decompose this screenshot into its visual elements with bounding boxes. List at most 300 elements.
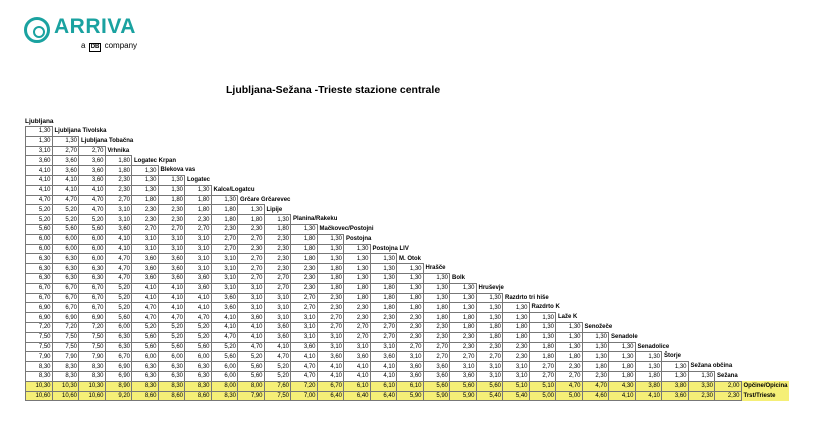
fare-cell: 5,20 bbox=[79, 215, 106, 225]
fare-cell: 1,30 bbox=[344, 264, 371, 274]
station-label: Sežana bbox=[717, 373, 738, 380]
fare-cell: 1,30 bbox=[344, 244, 371, 254]
fare-cell: 2,70 bbox=[344, 332, 371, 342]
fare-cell: 1,80 bbox=[609, 371, 636, 381]
fare-cell: 2,70 bbox=[476, 352, 503, 362]
fare-row bbox=[26, 166, 789, 176]
fare-cell: 2,30 bbox=[476, 342, 503, 352]
fare-cell: 1,30 bbox=[635, 362, 662, 372]
fare-cell: 6,30 bbox=[185, 362, 212, 372]
fare-cell: 8,30 bbox=[79, 371, 106, 381]
fare-cell: 6,00 bbox=[211, 371, 238, 381]
fare-cell: 3,10 bbox=[211, 264, 238, 274]
fare-row bbox=[26, 362, 789, 372]
station-label: Logatec bbox=[187, 177, 211, 184]
fare-cell: 3,60 bbox=[211, 303, 238, 313]
fare-cell: 8,90 bbox=[105, 381, 132, 391]
station-label: Senadolice bbox=[637, 343, 670, 350]
fare-cell: 3,10 bbox=[132, 244, 159, 254]
fare-cell: 3,10 bbox=[185, 234, 212, 244]
fare-cell: 5,20 bbox=[185, 332, 212, 342]
fare-cell: 7,20 bbox=[26, 322, 53, 332]
fare-cell: 7,00 bbox=[291, 391, 318, 401]
fare-cell: 1,80 bbox=[132, 195, 159, 205]
fare-cell: 3,80 bbox=[662, 381, 689, 391]
fare-cell: 1,30 bbox=[158, 175, 185, 185]
fare-cell: 1,80 bbox=[344, 293, 371, 303]
fare-cell: 1,30 bbox=[635, 352, 662, 362]
fare-cell: 2,30 bbox=[158, 215, 185, 225]
fare-cell: 5,00 bbox=[529, 391, 556, 401]
fare-cell: 3,10 bbox=[211, 254, 238, 264]
fare-cell: 1,30 bbox=[423, 283, 450, 293]
fare-cell: 4,10 bbox=[158, 283, 185, 293]
fare-cell: 2,70 bbox=[423, 352, 450, 362]
fare-cell: 4,10 bbox=[26, 175, 53, 185]
fare-cell: 4,10 bbox=[105, 234, 132, 244]
fare-cell: 6,30 bbox=[132, 371, 159, 381]
fare-cell: 7,50 bbox=[26, 332, 53, 342]
fare-cell: 6,00 bbox=[79, 244, 106, 254]
fare-cell: 1,30 bbox=[370, 254, 397, 264]
fare-cell: 4,60 bbox=[582, 391, 609, 401]
fare-cell: 2,30 bbox=[503, 352, 530, 362]
fare-cell: 1,30 bbox=[26, 136, 53, 146]
fare-cell: 3,10 bbox=[105, 205, 132, 215]
fare-cell: 2,30 bbox=[291, 273, 318, 283]
fare-cell: 6,30 bbox=[105, 332, 132, 342]
fare-cell: 4,70 bbox=[79, 205, 106, 215]
fare-cell: 3,60 bbox=[52, 156, 79, 166]
fare-cell: 6,00 bbox=[185, 352, 212, 362]
brand-sub-prefix: a bbox=[81, 41, 86, 50]
fare-cell: 5,20 bbox=[238, 352, 265, 362]
fare-cell: 2,30 bbox=[105, 185, 132, 195]
fare-cell: 3,10 bbox=[291, 332, 318, 342]
fare-cell: 6,30 bbox=[158, 371, 185, 381]
fare-cell: 6,00 bbox=[105, 322, 132, 332]
fare-cell: 3,10 bbox=[238, 283, 265, 293]
fare-cell: 5,20 bbox=[26, 205, 53, 215]
fare-row bbox=[26, 156, 789, 166]
fare-cell: 7,20 bbox=[79, 322, 106, 332]
fare-row bbox=[26, 313, 789, 323]
fare-cell: 6,30 bbox=[185, 371, 212, 381]
fare-row bbox=[26, 146, 789, 156]
fare-cell: 3,10 bbox=[264, 293, 291, 303]
fare-cell: 1,80 bbox=[476, 332, 503, 342]
fare-cell: 1,80 bbox=[423, 313, 450, 323]
fare-cell: 5,60 bbox=[450, 381, 477, 391]
fare-cell: 10,60 bbox=[52, 391, 79, 401]
fare-cell: 2,30 bbox=[317, 293, 344, 303]
fare-cell: 6,30 bbox=[26, 273, 53, 283]
station-label: Kalce/Logatcu bbox=[213, 186, 255, 193]
fare-row bbox=[26, 224, 789, 234]
fare-cell: 1,30 bbox=[529, 332, 556, 342]
fare-cell: 3,10 bbox=[238, 293, 265, 303]
fare-row bbox=[26, 185, 789, 195]
fare-cell: 6,70 bbox=[79, 283, 106, 293]
fare-row bbox=[26, 244, 789, 254]
fare-row bbox=[26, 283, 789, 293]
fare-cell: 3,10 bbox=[317, 342, 344, 352]
fare-cell: 6,30 bbox=[79, 264, 106, 274]
page-title: Ljubljana-Sežana -Trieste stazione centrale bbox=[226, 84, 441, 96]
fare-cell: 3,60 bbox=[132, 254, 159, 264]
arriva-logo bbox=[24, 17, 164, 57]
fare-row bbox=[26, 215, 789, 225]
fare-cell: 6,90 bbox=[105, 362, 132, 372]
fare-row bbox=[26, 342, 789, 352]
fare-cell: 1,30 bbox=[582, 342, 609, 352]
fare-row bbox=[26, 254, 789, 264]
fare-cell: 3,60 bbox=[105, 224, 132, 234]
fare-cell: 6,70 bbox=[26, 293, 53, 303]
fare-cell: 2,70 bbox=[529, 362, 556, 372]
fare-cell: 4,10 bbox=[370, 371, 397, 381]
fare-cell: 3,10 bbox=[503, 371, 530, 381]
fare-cell: 8,30 bbox=[26, 362, 53, 372]
fare-cell: 7,50 bbox=[52, 332, 79, 342]
station-label: Postojna bbox=[346, 235, 372, 242]
fare-cell: 1,80 bbox=[529, 352, 556, 362]
fare-cell: 3,60 bbox=[344, 352, 371, 362]
station-label: Ljubljana Tobačna bbox=[81, 137, 134, 144]
fare-cell: 2,30 bbox=[450, 342, 477, 352]
fare-cell: 1,30 bbox=[397, 273, 424, 283]
fare-cell: 6,90 bbox=[79, 313, 106, 323]
fare-cell: 1,30 bbox=[26, 127, 53, 137]
station-label: Opčine/Opicina bbox=[741, 381, 789, 391]
fare-cell: 7,50 bbox=[52, 342, 79, 352]
fare-cell: 3,10 bbox=[264, 313, 291, 323]
fare-cell: 2,70 bbox=[79, 146, 106, 156]
fare-cell: 6,30 bbox=[158, 362, 185, 372]
fare-cell: 1,30 bbox=[476, 303, 503, 313]
fare-cell: 4,10 bbox=[105, 244, 132, 254]
fare-cell: 2,30 bbox=[264, 244, 291, 254]
station-label: Mačkovec/Postojni bbox=[319, 226, 374, 233]
fare-cell: 1,80 bbox=[423, 303, 450, 313]
fare-cell: 1,80 bbox=[185, 205, 212, 215]
fare-cell: 1,80 bbox=[238, 215, 265, 225]
fare-cell: 2,30 bbox=[105, 175, 132, 185]
fare-cell: 5,60 bbox=[238, 371, 265, 381]
fare-cell: 2,70 bbox=[370, 322, 397, 332]
fare-cell: 4,70 bbox=[105, 254, 132, 264]
fare-cell: 4,10 bbox=[158, 293, 185, 303]
fare-cell: 2,30 bbox=[264, 254, 291, 264]
station-label: Hruševje bbox=[478, 284, 504, 291]
fare-cell: 2,70 bbox=[52, 146, 79, 156]
fare-cell: 6,00 bbox=[132, 352, 159, 362]
station-label: Planina/Rakeku bbox=[293, 216, 338, 223]
fare-cell: 1,30 bbox=[582, 332, 609, 342]
station-label: M. Otok bbox=[399, 255, 421, 262]
fare-cell: 1,80 bbox=[503, 322, 530, 332]
fare-cell: 6,70 bbox=[317, 381, 344, 391]
fare-cell: 7,60 bbox=[264, 381, 291, 391]
fare-cell: 1,80 bbox=[211, 215, 238, 225]
fare-cell: 4,10 bbox=[264, 342, 291, 352]
fare-cell: 3,60 bbox=[397, 362, 424, 372]
fare-cell: 7,90 bbox=[238, 391, 265, 401]
fare-cell: 1,80 bbox=[317, 273, 344, 283]
fare-row bbox=[26, 175, 789, 185]
fare-cell: 1,80 bbox=[291, 254, 318, 264]
fare-cell: 4,10 bbox=[26, 166, 53, 176]
fare-cell: 4,70 bbox=[105, 273, 132, 283]
fare-row bbox=[26, 303, 789, 313]
fare-cell: 1,30 bbox=[317, 254, 344, 264]
fare-cell: 4,10 bbox=[609, 391, 636, 401]
fare-cell: 6,30 bbox=[52, 264, 79, 274]
fare-cell: 2,70 bbox=[238, 264, 265, 274]
fare-cell: 2,30 bbox=[397, 322, 424, 332]
fare-cell: 3,60 bbox=[662, 391, 689, 401]
fare-cell: 6,00 bbox=[52, 244, 79, 254]
fare-cell: 2,70 bbox=[211, 244, 238, 254]
fare-cell: 3,10 bbox=[185, 264, 212, 274]
fare-cell: 7,50 bbox=[79, 342, 106, 352]
fare-cell: 3,10 bbox=[185, 254, 212, 264]
fare-cell: 6,00 bbox=[52, 234, 79, 244]
fare-cell: 6,30 bbox=[26, 254, 53, 264]
fare-cell: 5,60 bbox=[79, 224, 106, 234]
fare-cell: 2,70 bbox=[264, 283, 291, 293]
fare-cell: 6,40 bbox=[344, 391, 371, 401]
fare-cell: 1,80 bbox=[317, 283, 344, 293]
fare-cell: 1,30 bbox=[503, 303, 530, 313]
fare-cell: 4,70 bbox=[79, 195, 106, 205]
fare-cell: 4,10 bbox=[635, 391, 662, 401]
fare-cell: 6,30 bbox=[132, 362, 159, 372]
fare-cell: 3,10 bbox=[291, 322, 318, 332]
fare-cell: 1,80 bbox=[476, 322, 503, 332]
fare-cell: 4,70 bbox=[211, 332, 238, 342]
fare-cell: 6,30 bbox=[79, 273, 106, 283]
fare-cell: 1,30 bbox=[317, 234, 344, 244]
fare-cell: 2,30 bbox=[344, 313, 371, 323]
fare-cell: 8,30 bbox=[79, 362, 106, 372]
fare-cell: 2,70 bbox=[291, 293, 318, 303]
fare-cell: 3,60 bbox=[317, 352, 344, 362]
fare-cell: 2,30 bbox=[397, 313, 424, 323]
fare-cell: 2,30 bbox=[291, 283, 318, 293]
fare-cell: 1,30 bbox=[662, 362, 689, 372]
fare-cell: 6,30 bbox=[105, 342, 132, 352]
fare-cell: 6,70 bbox=[26, 283, 53, 293]
fare-cell: 8,30 bbox=[26, 371, 53, 381]
fare-cell: 2,30 bbox=[423, 332, 450, 342]
fare-cell: 3,60 bbox=[211, 293, 238, 303]
fare-cell: 4,10 bbox=[79, 185, 106, 195]
fare-cell: 4,10 bbox=[211, 313, 238, 323]
fare-cell: 2,30 bbox=[556, 362, 583, 372]
fare-cell: 1,30 bbox=[609, 352, 636, 362]
fare-cell: 5,20 bbox=[52, 215, 79, 225]
fare-cell: 1,30 bbox=[609, 342, 636, 352]
fare-cell: 4,10 bbox=[291, 352, 318, 362]
fare-cell: 2,30 bbox=[317, 303, 344, 313]
fare-cell: 1,80 bbox=[582, 362, 609, 372]
fare-cell: 1,30 bbox=[529, 313, 556, 323]
fare-cell: 1,30 bbox=[132, 166, 159, 176]
fare-cell: 1,30 bbox=[450, 293, 477, 303]
fare-cell: 1,80 bbox=[264, 224, 291, 234]
fare-cell: 7,50 bbox=[26, 342, 53, 352]
fare-cell: 2,30 bbox=[344, 303, 371, 313]
fare-cell: 1,80 bbox=[158, 195, 185, 205]
fare-cell: 3,60 bbox=[450, 371, 477, 381]
fare-cell: 6,70 bbox=[79, 303, 106, 313]
fare-row bbox=[26, 293, 789, 303]
fare-cell: 4,10 bbox=[185, 303, 212, 313]
fare-cell: 3,60 bbox=[79, 166, 106, 176]
fare-cell: 1,30 bbox=[476, 293, 503, 303]
fare-cell: 4,10 bbox=[238, 322, 265, 332]
fare-row-highlight bbox=[26, 391, 789, 401]
fare-cell: 1,80 bbox=[397, 303, 424, 313]
fare-cell: 3,60 bbox=[79, 156, 106, 166]
fare-cell: 8,00 bbox=[211, 381, 238, 391]
fare-cell: 1,30 bbox=[476, 313, 503, 323]
fare-cell: 4,10 bbox=[317, 371, 344, 381]
fare-cell: 3,60 bbox=[397, 371, 424, 381]
fare-cell: 2,30 bbox=[715, 391, 742, 401]
fare-cell: 1,80 bbox=[397, 293, 424, 303]
fare-cell: 4,10 bbox=[26, 185, 53, 195]
fare-cell: 2,70 bbox=[132, 224, 159, 234]
fare-cell: 5,60 bbox=[132, 332, 159, 342]
fare-matrix bbox=[25, 126, 789, 401]
station-label: Senadole bbox=[611, 333, 638, 340]
fare-cell: 1,30 bbox=[582, 352, 609, 362]
fare-cell: 1,80 bbox=[291, 244, 318, 254]
fare-cell: 3,60 bbox=[158, 264, 185, 274]
fare-row bbox=[26, 205, 789, 215]
fare-cell: 2,30 bbox=[211, 224, 238, 234]
station-label: Vrhnika bbox=[107, 147, 130, 154]
fare-cell: 5,60 bbox=[26, 224, 53, 234]
fare-cell: 7,20 bbox=[52, 322, 79, 332]
fare-row bbox=[26, 352, 789, 362]
fare-cell: 4,10 bbox=[52, 175, 79, 185]
fare-cell: 1,80 bbox=[105, 156, 132, 166]
fare-cell: 6,70 bbox=[52, 293, 79, 303]
fare-row bbox=[26, 234, 789, 244]
fare-cell: 10,60 bbox=[79, 391, 106, 401]
fare-cell: 6,10 bbox=[344, 381, 371, 391]
fare-cell: 10,30 bbox=[26, 381, 53, 391]
fare-cell: 6,40 bbox=[370, 391, 397, 401]
fare-cell: 1,30 bbox=[211, 195, 238, 205]
fare-cell: 1,30 bbox=[264, 215, 291, 225]
fare-cell: 6,30 bbox=[52, 254, 79, 264]
fare-cell: 1,30 bbox=[344, 254, 371, 264]
fare-cell: 6,10 bbox=[397, 381, 424, 391]
station-label: Trst/Trieste bbox=[741, 391, 789, 401]
station-label: Štorje bbox=[664, 353, 682, 360]
fare-cell: 4,70 bbox=[238, 342, 265, 352]
fare-cell: 6,00 bbox=[158, 352, 185, 362]
fare-cell: 4,70 bbox=[158, 313, 185, 323]
station-label: Razdrto K bbox=[531, 304, 560, 311]
fare-cell: 1,30 bbox=[556, 322, 583, 332]
fare-cell: 5,10 bbox=[503, 381, 530, 391]
fare-cell: 3,10 bbox=[264, 303, 291, 313]
station-label: Blekova vas bbox=[160, 167, 196, 174]
fare-cell: 2,70 bbox=[423, 342, 450, 352]
fare-cell: 3,60 bbox=[264, 322, 291, 332]
fare-cell: 4,10 bbox=[132, 283, 159, 293]
fare-cell: 8,00 bbox=[238, 381, 265, 391]
fare-cell: 3,60 bbox=[238, 313, 265, 323]
fare-cell: 8,30 bbox=[52, 362, 79, 372]
fare-cell: 5,40 bbox=[476, 391, 503, 401]
fare-cell: 10,60 bbox=[26, 391, 53, 401]
fare-cell: 2,70 bbox=[556, 371, 583, 381]
fare-cell: 4,30 bbox=[609, 381, 636, 391]
fare-cell: 3,60 bbox=[185, 283, 212, 293]
fare-cell: 2,30 bbox=[158, 205, 185, 215]
fare-cell: 4,70 bbox=[52, 195, 79, 205]
fare-cell: 2,70 bbox=[105, 195, 132, 205]
fare-cell: 2,70 bbox=[264, 273, 291, 283]
fare-cell: 3,60 bbox=[185, 273, 212, 283]
fare-cell: 4,70 bbox=[582, 381, 609, 391]
fare-cell: 8,30 bbox=[52, 371, 79, 381]
fare-cell: 1,30 bbox=[370, 264, 397, 274]
fare-cell: 2,30 bbox=[291, 264, 318, 274]
fare-cell: 6,70 bbox=[52, 283, 79, 293]
fare-cell: 7,20 bbox=[291, 381, 318, 391]
fare-cell: 2,30 bbox=[264, 264, 291, 274]
fare-cell: 6,00 bbox=[79, 254, 106, 264]
fare-cell: 6,40 bbox=[317, 391, 344, 401]
fare-cell: 5,40 bbox=[503, 391, 530, 401]
fare-cell: 3,10 bbox=[291, 313, 318, 323]
fare-cell: 2,30 bbox=[397, 332, 424, 342]
fare-cell: 8,60 bbox=[185, 391, 212, 401]
fare-row bbox=[26, 322, 789, 332]
fare-cell: 1,30 bbox=[450, 283, 477, 293]
station-label: Sežana občina bbox=[690, 363, 733, 370]
fare-cell: 2,70 bbox=[238, 273, 265, 283]
station-label: Ljubljana Tivolska bbox=[54, 128, 107, 135]
fare-cell: 3,10 bbox=[397, 352, 424, 362]
fare-cell: 4,70 bbox=[291, 362, 318, 372]
fare-row bbox=[26, 136, 789, 146]
fare-cell: 5,60 bbox=[211, 352, 238, 362]
fare-row bbox=[26, 332, 789, 342]
fare-cell: 5,10 bbox=[529, 381, 556, 391]
fare-cell: 3,10 bbox=[450, 362, 477, 372]
fare-cell: 1,80 bbox=[609, 362, 636, 372]
fare-cell: 6,90 bbox=[26, 303, 53, 313]
fare-cell: 6,30 bbox=[52, 273, 79, 283]
fare-cell: 2,70 bbox=[238, 234, 265, 244]
fare-cell: 5,60 bbox=[158, 342, 185, 352]
fare-cell: 3,10 bbox=[158, 244, 185, 254]
fare-cell: 1,30 bbox=[529, 322, 556, 332]
fare-cell: 5,20 bbox=[185, 322, 212, 332]
fare-cell: 1,30 bbox=[344, 273, 371, 283]
fare-cell: 3,10 bbox=[344, 342, 371, 352]
fare-cell: 8,30 bbox=[132, 381, 159, 391]
fare-cell: 8,30 bbox=[211, 391, 238, 401]
